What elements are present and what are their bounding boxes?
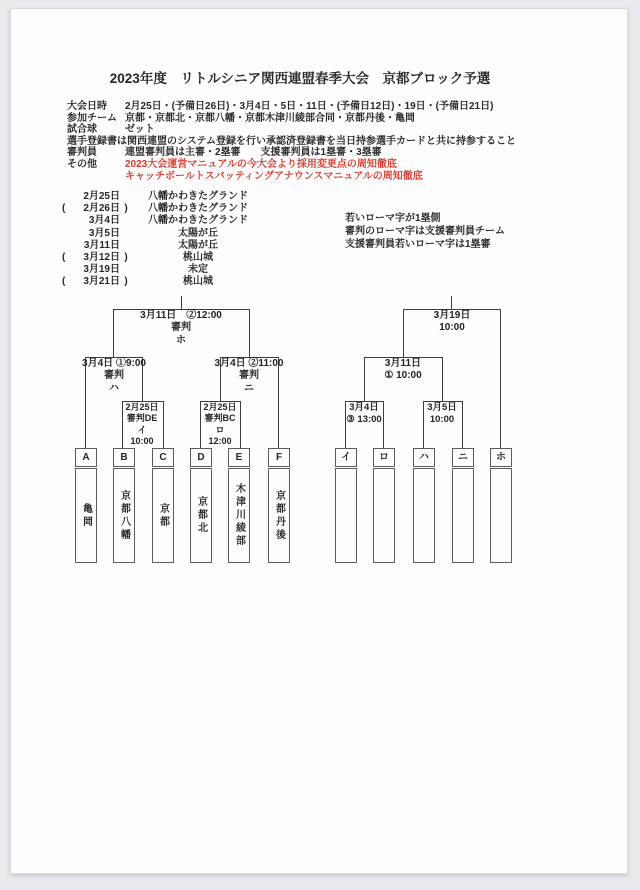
match-umpire-team: ニ	[244, 382, 254, 394]
schedule-row	[62, 264, 264, 276]
team-box-c	[152, 448, 174, 563]
info-label: 大会日時	[67, 101, 107, 112]
info-row-umpires	[67, 147, 516, 159]
match-date: 3月19日	[433, 310, 471, 321]
bracket-line	[200, 401, 201, 448]
bracket-line	[249, 309, 250, 357]
paren-close	[120, 240, 132, 252]
schedule-row	[62, 228, 264, 240]
team-box-f	[268, 448, 290, 563]
team-box-a	[75, 448, 97, 563]
paren-close	[120, 191, 132, 203]
info-row-registration	[67, 136, 516, 148]
match-umpire-caption: 審判	[239, 370, 259, 382]
team-name-empty	[452, 468, 474, 563]
schedule-venue: 八幡かわきたグランド	[148, 203, 248, 215]
team-seed-label: ホ	[490, 448, 512, 467]
info-row-other	[67, 159, 516, 171]
paren-open	[62, 264, 71, 276]
info-row-teams	[67, 113, 516, 125]
match-date: 3月4日	[349, 402, 379, 413]
match-label-round1-left	[125, 402, 158, 447]
schedule-date: 3月21日	[83, 276, 120, 288]
info-row-date	[67, 101, 516, 113]
schedule-venue: 八幡かわきたグランド	[148, 191, 248, 202]
paren-open	[62, 228, 71, 240]
match-label-semi-right	[215, 358, 284, 395]
bracket-line	[383, 401, 384, 448]
paren-open: (	[62, 251, 66, 263]
schedule-row	[62, 215, 264, 227]
team-name-empty	[490, 468, 512, 563]
info-row-other2	[67, 171, 516, 183]
match-time: 10:00	[130, 435, 154, 446]
info-label: 審判員	[67, 147, 97, 159]
team-name: 木津川綾部	[228, 468, 250, 563]
team-seed-label: A	[75, 448, 97, 467]
match-umpire-caption: 審判	[103, 370, 124, 382]
match-date: 2月25日	[203, 402, 237, 412]
team-box-ro	[373, 448, 395, 563]
match-umpire-caption: 審判	[171, 322, 191, 334]
match-label-final-left	[140, 310, 222, 347]
schedule-date: 3月19日	[83, 264, 120, 276]
match-umpire-team: ハ	[108, 382, 119, 394]
team-box-ni	[452, 448, 474, 563]
team-box-e	[228, 448, 250, 563]
note-line: 若いローマ字が1塁側	[345, 213, 441, 224]
team-name: 京都丹後	[268, 468, 290, 563]
bracket-line	[163, 401, 164, 448]
paren-open: (	[62, 276, 66, 288]
info-value: 選手登録書は関西連盟のシステム登録を行い承認済登録書を当日持参選手カードと共に持参すること	[67, 135, 516, 147]
team-seed-label: ハ	[413, 448, 435, 467]
match-time: 12:00	[208, 435, 232, 446]
info-section	[67, 101, 516, 182]
team-box-ha	[413, 448, 435, 563]
match-date-time: 3月11日 ②12:00	[140, 310, 222, 321]
bracket-line	[451, 296, 452, 309]
team-name-empty	[413, 468, 435, 563]
bracket-line	[181, 296, 182, 309]
match-umpire: 審判BC	[204, 413, 236, 424]
info-value: 京都・京都北・京都八幡・京都木津川綾部合同・京都丹後・亀岡	[125, 112, 415, 124]
match-umpire-team: イ	[137, 424, 147, 435]
match-label-semi-left	[82, 358, 146, 395]
info-value-red: 2023大会運営マニュアルの今大会より採用変更点の周知徹底	[125, 158, 397, 170]
bracket-line	[500, 309, 501, 448]
schedule-venue: 太陽が丘	[178, 227, 218, 239]
team-box-b	[113, 448, 135, 563]
info-value: ゼット	[125, 124, 155, 136]
paren-close	[120, 264, 132, 276]
team-name: 京都北	[190, 468, 212, 563]
match-time: ③ 13:00	[346, 414, 382, 425]
schedule-venue: 八幡かわきたグランド	[148, 215, 248, 227]
schedule-row	[62, 240, 264, 252]
team-name: 京都八幡	[113, 468, 135, 563]
info-label: 参加チーム	[67, 112, 117, 124]
schedule-date: 2月25日	[83, 191, 120, 202]
schedule-date: 3月5日	[88, 227, 120, 239]
paren-close	[120, 228, 132, 240]
bracket-line	[423, 401, 424, 448]
bracket-line	[240, 401, 241, 448]
match-label-final-right	[434, 310, 471, 335]
bracket-line	[462, 401, 463, 448]
team-box-d	[190, 448, 212, 563]
bracket-line	[442, 357, 443, 401]
paren-close: )	[124, 276, 128, 288]
info-row-ball	[67, 124, 516, 136]
umpire-notes	[345, 213, 505, 251]
match-label-round1-right	[203, 402, 236, 447]
match-label-r-round1-right	[427, 402, 457, 426]
match-umpire-team: ロ	[215, 424, 225, 435]
team-seed-label: ロ	[373, 448, 395, 467]
schedule-date: 2月26日	[83, 203, 120, 215]
match-time: 10:00	[429, 414, 455, 425]
paren-open	[62, 215, 71, 227]
paren-open	[62, 240, 71, 252]
match-date-time: 3月4日 ②11:00	[214, 358, 284, 369]
team-seed-label: D	[190, 448, 212, 467]
team-name: 亀岡	[75, 468, 97, 563]
match-time: 10:00	[439, 322, 465, 334]
paren-close	[120, 215, 132, 227]
schedule-row	[62, 252, 264, 264]
match-date: 3月11日	[384, 358, 422, 369]
schedule-row	[62, 203, 264, 215]
schedule-venue: 太陽が丘	[178, 239, 218, 251]
team-seed-label: F	[268, 448, 290, 467]
schedule-date: 3月4日	[88, 215, 120, 227]
note-line: 審判のローマ字は支援審判員チーム	[345, 225, 505, 237]
info-value-red: キャッチボールトスバッティングアナウンスマニュアルの周知徹底	[125, 170, 423, 182]
paren-open: (	[62, 203, 66, 215]
team-seed-label: ニ	[452, 448, 474, 467]
info-label	[67, 171, 125, 183]
schedule-venue: 未定	[188, 264, 208, 276]
team-seed-label: イ	[335, 448, 357, 467]
schedule-section	[62, 191, 264, 289]
schedule-venue: 桃山城	[183, 251, 213, 263]
match-label-r-semi	[384, 358, 421, 383]
bracket-line	[403, 309, 404, 357]
bracket-line	[122, 401, 123, 448]
match-date: 2月25日	[125, 402, 159, 412]
bracket-line	[364, 357, 365, 401]
schedule-row	[62, 276, 264, 288]
team-seed-label: B	[113, 448, 135, 467]
schedule-date: 3月12日	[83, 251, 120, 263]
paren-open	[62, 191, 71, 203]
schedule-date: 3月11日	[83, 239, 120, 251]
match-date: 3月5日	[427, 402, 457, 413]
paren-close: )	[124, 251, 128, 263]
team-name-empty	[373, 468, 395, 563]
match-label-r-round1-left	[346, 402, 381, 426]
team-name-empty	[335, 468, 357, 563]
paren-close: )	[124, 203, 128, 215]
schedule-row	[62, 191, 264, 203]
team-box-i	[335, 448, 357, 563]
bracket-line	[113, 309, 114, 357]
team-name: 京都	[152, 468, 174, 563]
info-label: 試合球	[67, 124, 97, 136]
schedule-venue: 桃山城	[183, 276, 213, 288]
match-date-time: 3月4日 ①9:00	[82, 358, 146, 369]
info-label: その他	[67, 158, 97, 170]
team-seed-label: E	[228, 448, 250, 467]
info-value: 2月25日・(予備日26日)・3月4日・5日・11日・(予備日12日)・19日・(予備日21日)	[125, 101, 494, 112]
page-title: 2023年度 リトルシニア関西連盟春季大会 京都ブロック予選	[109, 71, 491, 86]
match-time: ① 10:00	[384, 370, 422, 382]
match-umpire-team: ホ	[176, 334, 186, 346]
note-line: 支援審判員若いローマ字は1塁審	[345, 238, 491, 250]
info-value: 連盟審判員は主審・2塁審 支援審判員は1塁審・3塁審	[125, 147, 382, 159]
team-box-ho	[490, 448, 512, 563]
team-seed-label: C	[152, 448, 174, 467]
match-umpire: 審判DE	[126, 413, 158, 424]
